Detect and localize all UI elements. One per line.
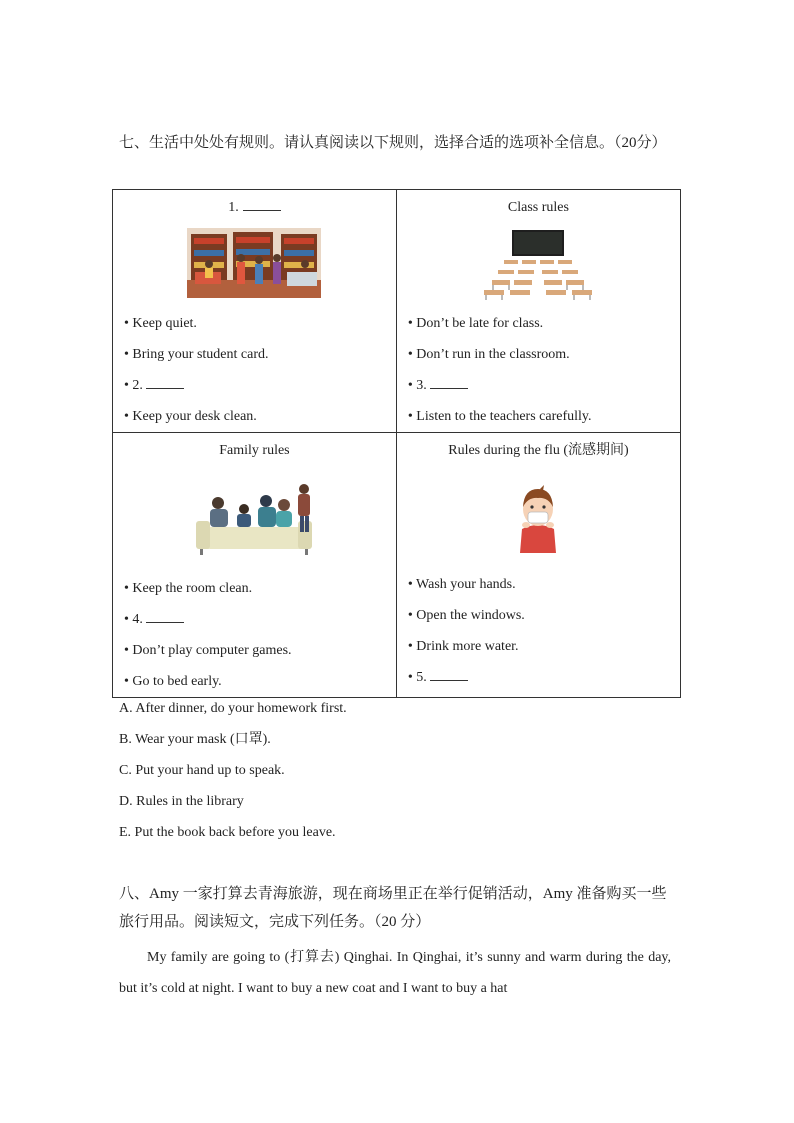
box-heading: Class rules	[507, 200, 569, 215]
rule-item: • Keep the room clean.	[124, 581, 253, 596]
rule-item: • Drink more water.	[407, 639, 519, 654]
answer-blank-3[interactable]	[430, 376, 468, 389]
box-heading: 1.	[113, 198, 396, 218]
rule-item: • Don’t be late for class.	[407, 316, 544, 331]
rule-item: • Bring your student card.	[124, 347, 269, 362]
child-with-mask-icon	[516, 485, 560, 553]
rule-item: • Keep quiet.	[124, 316, 197, 331]
rule-item: • Keep your desk clean.	[124, 409, 257, 424]
rule-item: • 3.	[397, 370, 680, 401]
option-b[interactable]: B. Wear your mask (口罩).	[119, 732, 271, 747]
flu-rules-box	[396, 433, 680, 698]
option-c[interactable]: C. Put your hand up to speak.	[119, 763, 285, 778]
rule-item: • 4.	[113, 604, 396, 635]
family-rules-box	[113, 433, 397, 698]
rule-item: • Open the windows.	[407, 608, 525, 623]
answer-options	[119, 693, 347, 848]
rule-item: • Listen to the teachers carefully.	[407, 409, 592, 424]
class-rules-box	[396, 190, 680, 433]
answer-blank-5[interactable]	[430, 668, 468, 681]
option-a[interactable]: A. After dinner, do your homework first.	[119, 701, 347, 716]
family-sofa-icon	[194, 481, 314, 555]
passage-paragraph: My family are going to (打算去) Qinghai. In Qinghai, it’s sunny and warm during the day, but it’s cold at night. I want to buy a new coat and I want to buy a hat	[119, 950, 671, 996]
library-rules-box	[113, 190, 397, 433]
answer-blank-2[interactable]	[146, 376, 184, 389]
rule-item: • Wash your hands.	[407, 577, 516, 592]
section-7-title: 七、生活中处处有规则。请认真阅读以下规则，选择合适的选项补全信息。（20分）	[119, 135, 667, 151]
answer-blank-4[interactable]	[146, 610, 184, 623]
box-heading: Family rules	[219, 443, 290, 458]
box-heading: Rules during the flu (流感期间)	[448, 443, 629, 458]
rule-item: • 5.	[397, 662, 680, 693]
rule-item: • Go to bed early.	[124, 674, 222, 689]
rules-table	[112, 189, 681, 698]
rule-item: • Don’t play computer games.	[124, 643, 292, 658]
option-e[interactable]: E. Put the book back before you leave.	[119, 825, 336, 840]
option-d[interactable]: D. Rules in the library	[119, 794, 244, 809]
classroom-icon	[482, 228, 594, 300]
answer-blank-1[interactable]	[243, 198, 281, 211]
library-icon	[187, 228, 321, 298]
reading-passage	[119, 942, 671, 1004]
rule-item: • 2.	[113, 370, 396, 401]
rule-item: • Don’t run in the classroom.	[407, 347, 570, 362]
section-8-title: 八、Amy 一家打算去青海旅游，现在商场里正在举行促销活动，Amy 准备购买一些旅行用品。阅读短文，完成下列任务。（20 分）	[119, 886, 667, 930]
